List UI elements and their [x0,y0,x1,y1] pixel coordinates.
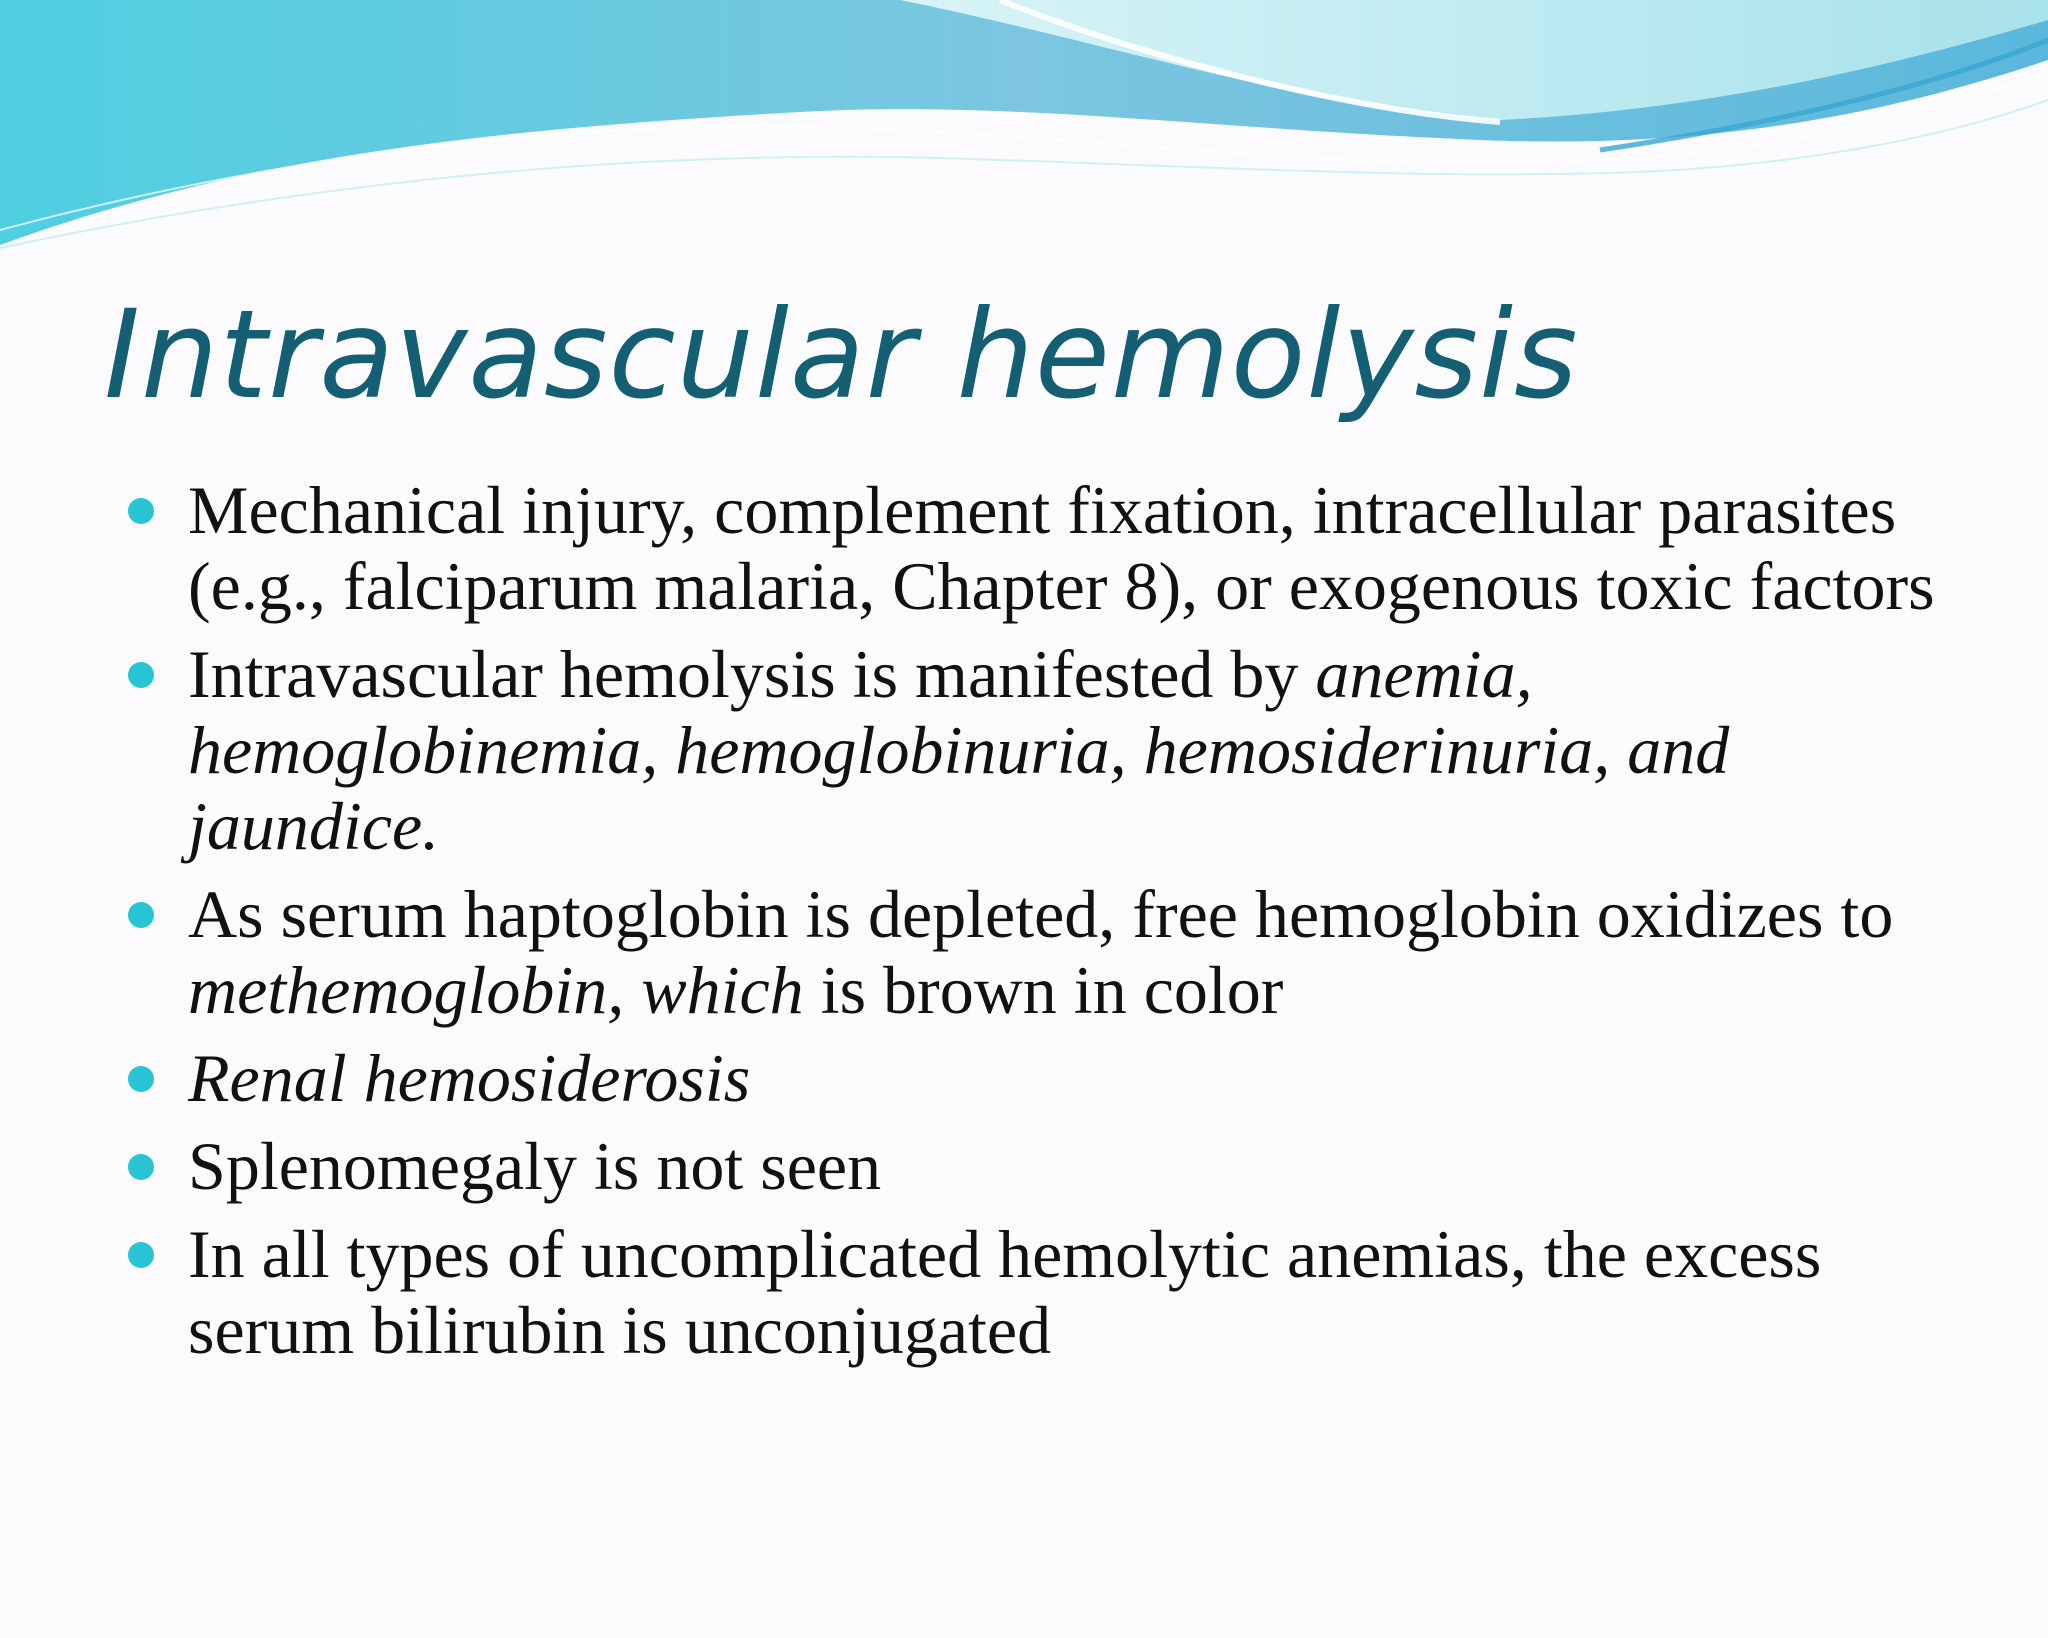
bullet-text: As serum haptoglobin is depleted, free hemoglobin oxidizes to [188,876,1894,952]
bullet-dot-icon [128,1242,154,1268]
bullet-text: Intravascular hemolysis is manifested by [188,636,1316,712]
bullet-item [128,1040,1988,1116]
bullet-dot-icon [128,902,154,928]
bullet-text: Mechanical injury, complement fixation, intracellular parasites (e.g., falciparum malaria, Chapter 8), or exogenous toxic factors [188,472,1935,624]
bullet-item [128,636,1988,864]
bullet-item [128,1128,1988,1204]
bullet-text-italic: methemoglobin, which [188,952,804,1028]
bullet-list [128,472,1988,1380]
bullet-text-italic: anemia, hemoglobinemia, hemoglobinuria, hemosiderinuria, and jaundice. [188,636,1730,864]
bullet-text: is brown in color [803,952,1284,1028]
bullet-dot-icon [128,1066,154,1092]
bullet-item [128,1216,1988,1368]
slide-title: Intravascular hemolysis [104,284,1579,426]
bullet-item [128,876,1988,1028]
bullet-dot-icon [128,662,154,688]
bullet-item [128,472,1988,624]
decorative-wave-header [0,0,2048,260]
bullet-text: In all types of uncomplicated hemolytic anemias, the excess serum bilirubin is unconjugated [188,1216,1822,1368]
bullet-text-italic: Renal hemosiderosis [188,1040,751,1116]
bullet-dot-icon [128,498,154,524]
bullet-dot-icon [128,1154,154,1180]
bullet-text: Splenomegaly is not seen [188,1128,882,1204]
